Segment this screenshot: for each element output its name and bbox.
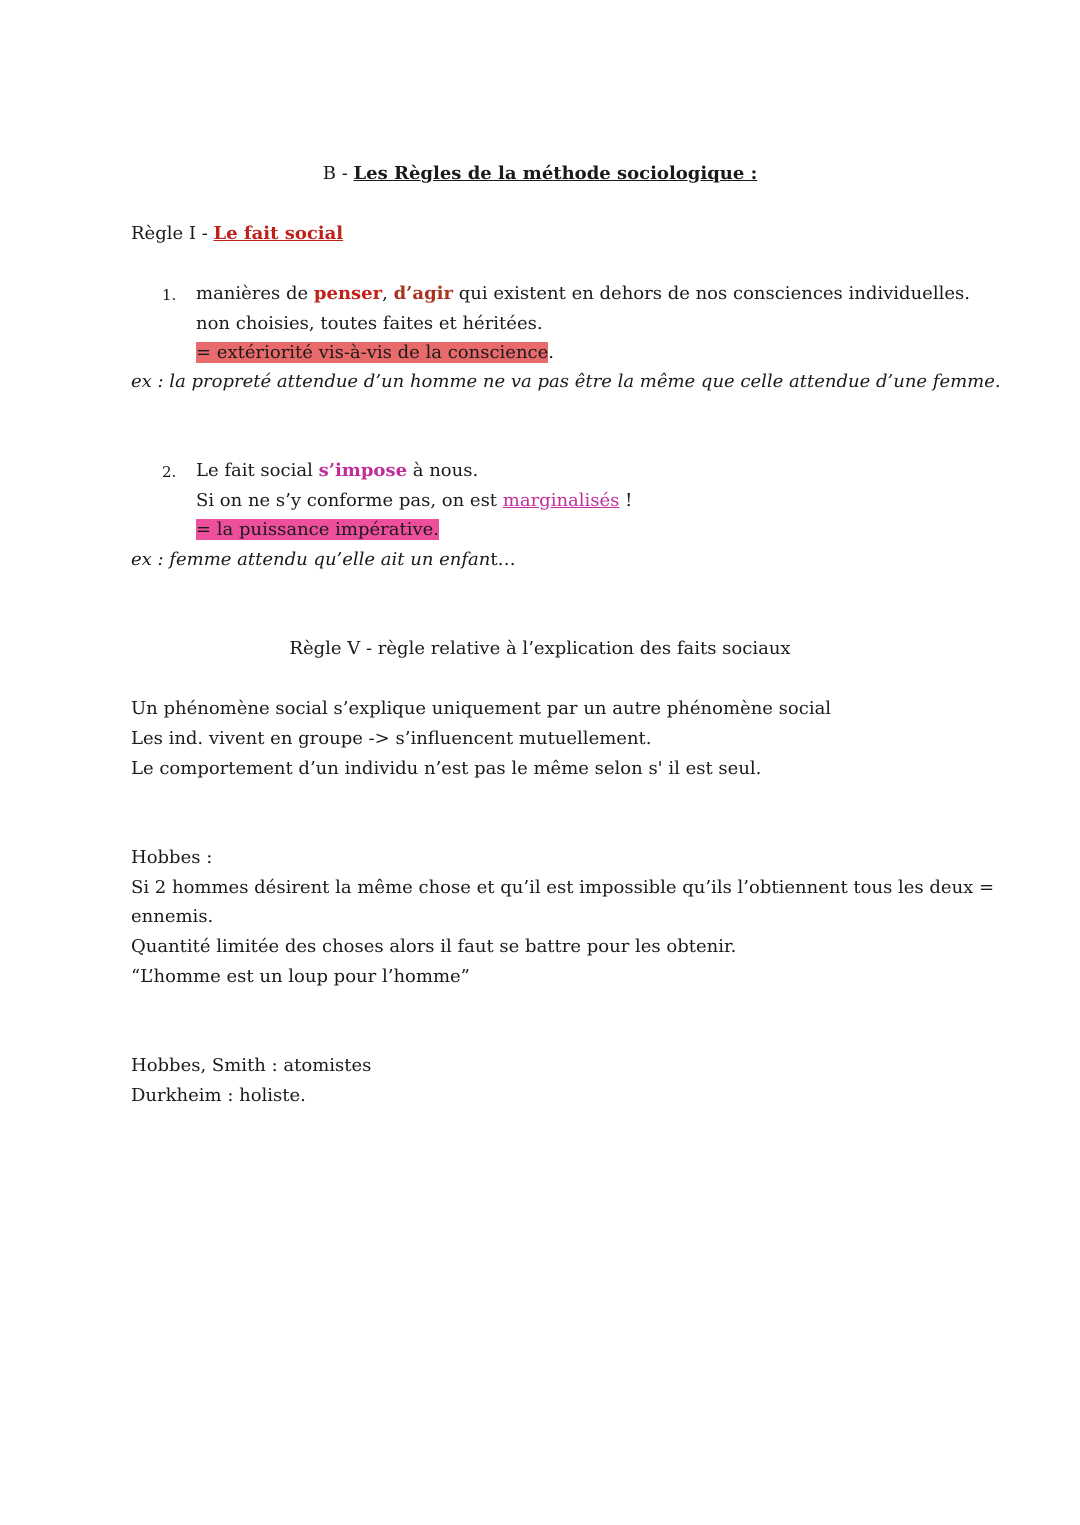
item2-text: Le fait social [196,460,319,481]
example-2 [131,549,516,571]
item2-text: à nous. [407,460,479,481]
list-number-1: 1. [162,286,177,304]
item1-text: . [548,342,555,363]
conclusion-line-2: Durkheim : holiste. [131,1085,306,1106]
item2-line1 [196,460,478,482]
keyword-marginalises: marginalisés [502,490,620,511]
keyword-dagir: d’agir [393,283,454,304]
item2-line3 [196,519,439,541]
highlight-puissance: = la puissance impérative. [196,519,440,540]
section-prefix: B - [322,163,354,184]
conclusion-line-1: Hobbes, Smith : atomistes [131,1055,372,1076]
hobbes-heading: Hobbes : [131,847,213,868]
item2-text: Si on ne s’y conforme pas, on est [196,490,503,511]
section-heading [0,163,1080,185]
rule5-paragraph-1: Un phénomène social s’explique uniquement par un autre phénomène social [131,698,832,719]
hobbes-quote: “L’homme est un loup pour l’homme” [131,966,470,987]
highlight-exteriorite: = extériorité vis-à-vis de la conscience [196,342,549,363]
keyword-simpose: s’impose [318,460,408,481]
rule5-paragraph-3: Le comportement d’un individu n’est pas le même selon s' il est seul. [131,758,762,779]
rule1-heading [131,223,343,245]
item1-text: manières de [196,283,314,304]
item2-text: ! [619,490,633,511]
keyword-penser: penser [313,283,383,304]
hobbes-line-3: Quantité limitée des choses alors il faut se battre pour les obtenir. [131,936,737,957]
section-title: Les Règles de la méthode sociologique : [353,163,758,184]
item1-line2: non choisies, toutes faites et héritées. [196,313,543,334]
example-2-text: t… [490,549,516,570]
item1-text: , [382,283,394,304]
item1-text: qui existent en dehors de nos consciences individuelles. [453,283,970,304]
item2-line2 [196,490,632,512]
list-number-2: 2. [162,463,177,481]
rule1-prefix: Règle I - [131,223,214,244]
item1-line3 [196,342,554,364]
item1-line1 [196,283,970,305]
hobbes-line-1: Si 2 hommes désirent la même chose et qu’il est impossible qu’ils l’obtiennent tous les deux = [131,877,995,898]
example-1: ex : la propreté attendue d’un homme ne va pas être la même que celle attendue d’une femme. [131,371,1001,392]
example-2-text: ex : femme attendu qu’elle ait un enfan [131,549,491,570]
rule5-paragraph-2: Les ind. vivent en groupe -> s’influencent mutuellement. [131,728,652,749]
rule5-heading: Règle V - règle relative à l’explication des faits sociaux [289,638,791,659]
rule1-title: Le fait social [213,223,344,244]
hobbes-line-2: ennemis. [131,906,214,927]
